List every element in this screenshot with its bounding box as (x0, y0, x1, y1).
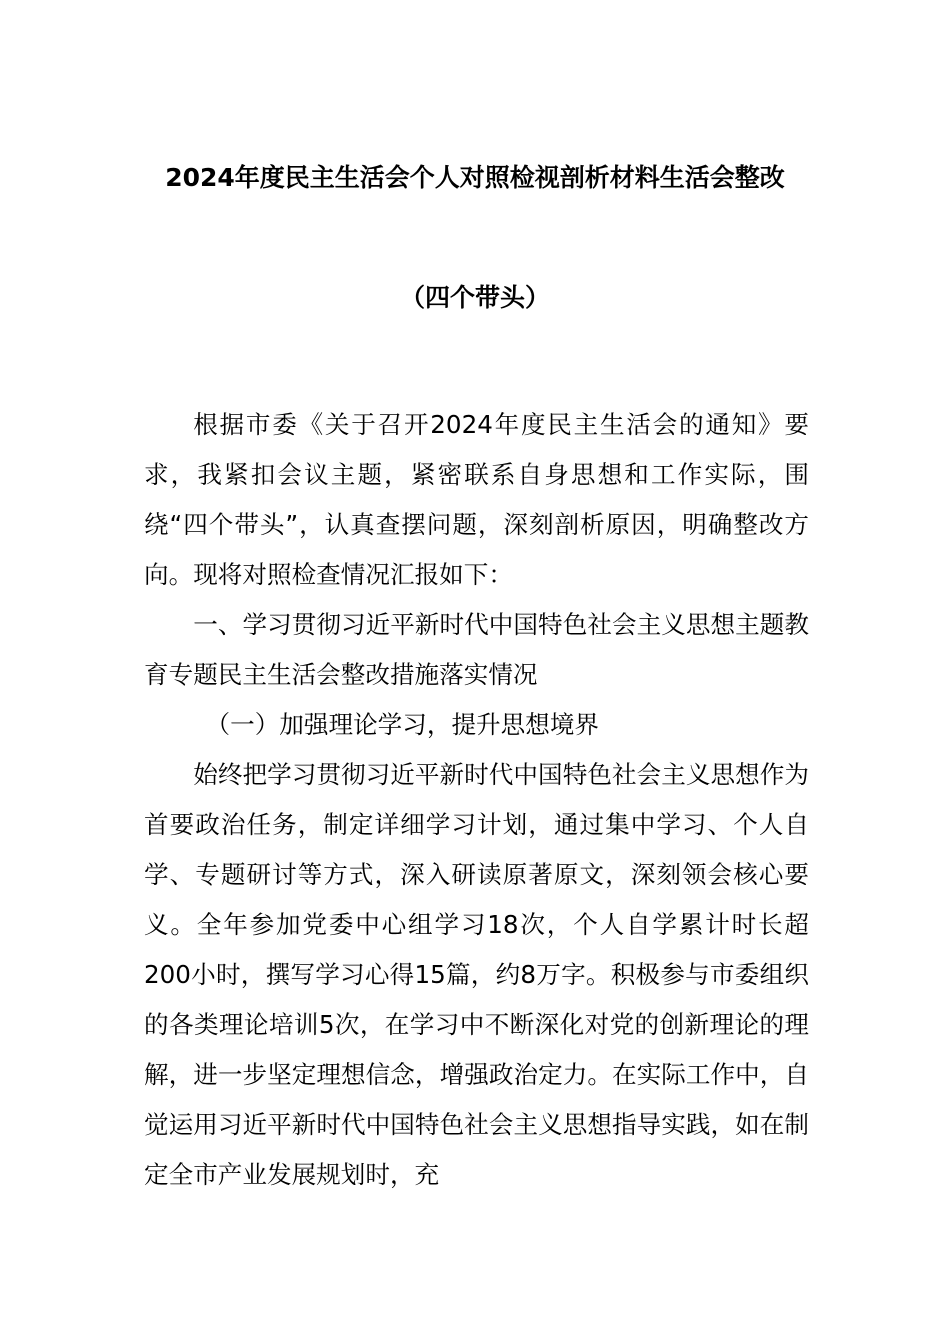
paragraph-intro: 根据市委《关于召开2024年度民主生活会的通知》要求，我紧扣会议主题，紧密联系自身思想和工作实际，围绕“四个带头”，认真查摆问题，深刻剖析原因，明确整改方向。现将对照检查情况汇报如下： (144, 410, 809, 589)
paragraph-body: 始终把学习贯彻习近平新时代中国特色社会主义思想作为首要政治任务，制定详细学习计划，通过集中学习、个人自学、专题研讨等方式，深入研读原著原文，深刻领会核心要义。全年参加党委中心组学习18次，个人自学累计时长超200小时，撰写学习心得15篇，约8万字。积极参与市委组织的各类理论培训5次，在学习中不断深化对党的创新理论的理解，进一步坚定理想信念，增强政治定力。在实际工作中，自觉运用习近平新时代中国特色社会主义思想指导实践，如在制定全市产业发展规划时，充 (144, 760, 809, 1189)
document-title: 2024年度民主生活会个人对照检视剖析材料生活会整改 (165, 163, 785, 192)
document-body (144, 400, 809, 1200)
document-subtitle: （四个带头） (399, 283, 550, 312)
section-heading-1: 一、学习贯彻习近平新时代中国特色社会主义思想主题教育专题民主生活会整改措施落实情况 (144, 610, 809, 689)
subsection-heading-1: （一）加强理论学习，提升思想境界 (205, 710, 600, 739)
